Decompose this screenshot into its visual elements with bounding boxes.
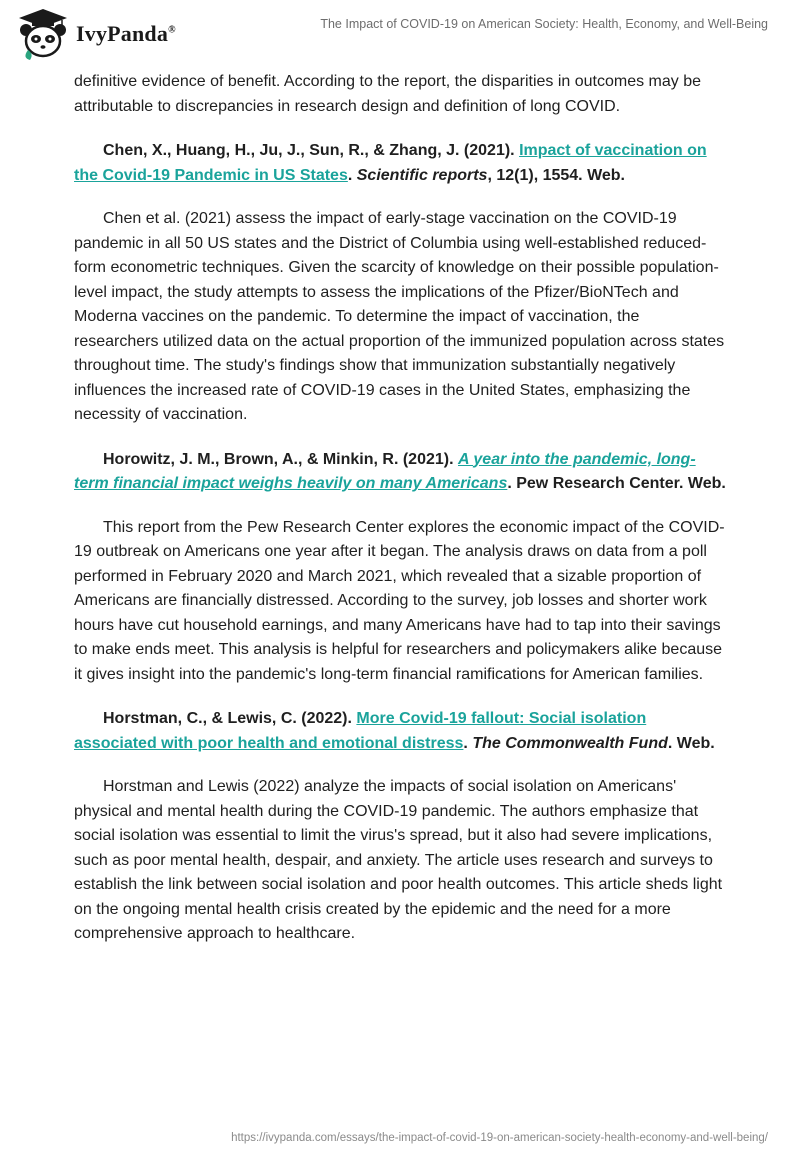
- page-header: [0, 0, 800, 70]
- panda-graduate-icon: [14, 6, 72, 62]
- annotation-paragraph-horowitz: This report from the Pew Research Center explores the economic impact of the COVID-19 outbreak on Americans one year after it began. The analysis draws on data from a poll performed in February 2020 and March 2021, which revealed that a sizable proportion of Americans are financially distressed. According to the survey, job losses and shorter work hours have cut household earnings, and many Americans have had to tap into their savings to make ends meet. This analysis is helpful for researchers and policymakers alike because it gives insight into the pandemic's long-term financial ramifications for American families.: [74, 518, 725, 683]
- reference-chen-2021: Chen, X., Huang, H., Ju, J., Sun, R., & Zhang, J. (2021). Impact of vaccination on the Covid-19 Pandemic in US States. Scientific reports, 12(1), 1554. Web.: [74, 142, 707, 184]
- brand-logo[interactable]: [14, 6, 176, 62]
- reference-link-horstman[interactable]: More Covid-19 fallout: Social isolation associated with poor health and emotional distress: [74, 710, 647, 752]
- reference-horowitz-2021: Horowitz, J. M., Brown, A., & Minkin, R. (2021). A year into the pandemic, long-term financial impact weighs heavily on many Americans. Pew Research Center. Web.: [74, 450, 726, 492]
- reference-horstman-2022: Horstman, C., & Lewis, C. (2022). More Covid-19 fallout: Social isolation associated with poor health and emotional distress. The Commonwealth Fund. Web.: [74, 710, 715, 752]
- document-title: The Impact of COVID-19 on American Society: Health, Economy, and Well-Being: [320, 17, 768, 31]
- continuation-paragraph: definitive evidence of benefit. According to the report, the disparities in outcomes may be attributable to discrepancies in research design and definition of long COVID.: [74, 73, 702, 115]
- annotation-paragraph-chen: Chen et al. (2021) assess the impact of early-stage vaccination on the COVID-19 pandemic in all 50 US states and the District of Columbia using well-established reduced-form econometric techniques. Given the scarcity of knowledge on their possible population-level impact, the study attempts to assess the implications of the Pfizer/BioNTech and Moderna vaccines on the pandemic. To determine the impact of vaccination, the researchers utilized data on the actual proportion of the immunized population across states throughout time. The study's findings show that immunization substantially negatively influences the increased rate of COVID-19 cases in the United States, emphasizing the necessity of vaccination.: [74, 210, 725, 423]
- document-body: [74, 70, 726, 947]
- reference-link-chen[interactable]: Impact of vaccination on the Covid-19 Pandemic in US States: [74, 142, 707, 184]
- brand-name: IvyPanda®: [76, 21, 176, 46]
- source-url[interactable]: https://ivypanda.com/essays/the-impact-of-covid-19-on-american-society-health-economy-and-well-being/: [231, 1132, 768, 1144]
- reference-link-horowitz[interactable]: A year into the pandemic, long-term financial impact weighs heavily on many Americans: [74, 450, 696, 492]
- annotation-paragraph-horstman: Horstman and Lewis (2022) analyze the impacts of social isolation on Americans' physical and mental health during the COVID-19 pandemic. The authors emphasize that social isolation was essential to limit the virus's spread, but it also had severe implications, such as poor mental health, despair, and anxiety. The article uses research and surveys to establish the link between social isolation and poor health outcomes. This article sheds light on the ongoing mental health crisis created by the epidemic and the need for a more comprehensive approach to healthcare.: [74, 778, 723, 942]
